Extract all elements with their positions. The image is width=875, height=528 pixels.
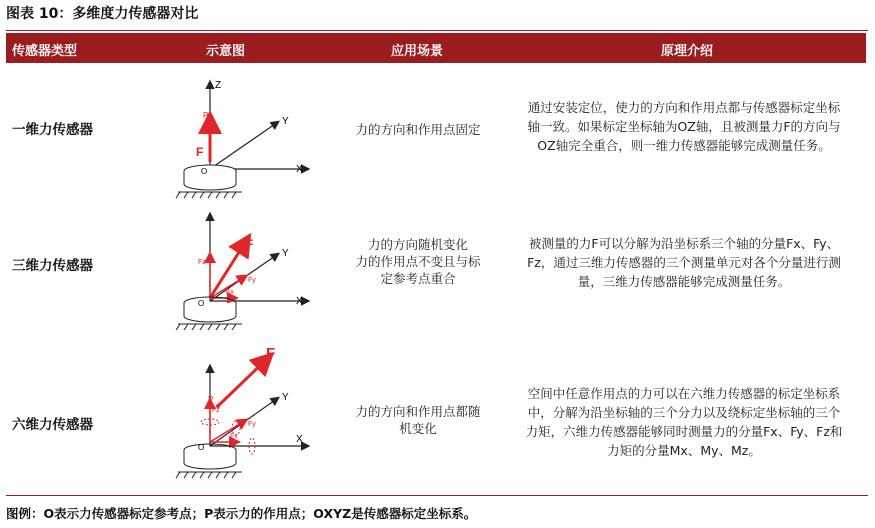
principle-line: 量，三维力传感器能够完成测量任务。 <box>577 274 791 289</box>
principle-line: 力矩的分量Mx、My、Mz。 <box>607 443 761 458</box>
ground-hatch <box>176 472 236 478</box>
z-axis-label: Z <box>215 80 222 91</box>
sensor-body <box>184 171 236 190</box>
ground-hatch <box>176 192 236 198</box>
diagram-6d <box>168 346 318 486</box>
scene-line: 力的方向和作用点固定 <box>355 122 481 137</box>
sensor-body <box>184 450 236 469</box>
top-rule <box>6 30 868 31</box>
origin-label: O <box>198 443 205 452</box>
fz-label: Fz <box>198 259 206 266</box>
header-scene: 应用场景 <box>391 44 444 59</box>
fy-label: Fy <box>248 421 256 428</box>
scene-line: 力的方向随机变化 <box>367 237 468 252</box>
row-type-1d: 一维力传感器 <box>12 122 93 138</box>
diagram-3d <box>168 206 318 336</box>
row-type-3d: 三维力传感器 <box>12 258 93 274</box>
y-axis-label: Y <box>282 392 289 403</box>
force-label: F <box>246 237 254 251</box>
point-p-label: P <box>208 395 214 404</box>
principle-3d <box>498 234 870 291</box>
fy-arrow <box>210 420 246 442</box>
principle-line: OZ轴完全重合，则一维力传感器能够完成测量任务。 <box>537 138 831 153</box>
principle-1d <box>498 98 870 155</box>
fy-label: Fy <box>248 277 256 284</box>
principle-line: 通过安装定位，使力的方向和作用点都与传感器标定坐标 <box>527 100 841 115</box>
fx-label: Fx <box>230 433 238 440</box>
y-axis-label: Y <box>282 248 289 259</box>
scene-line: 力的作用点不变且与标 <box>355 254 481 269</box>
x-axis-label: X <box>296 296 303 307</box>
ground-hatch <box>176 324 236 330</box>
y-axis <box>210 122 278 169</box>
x-axis-label: X <box>296 434 303 445</box>
fx-label: Fx <box>226 289 234 296</box>
point-p-label: P <box>203 111 209 120</box>
footnote: 图例：O表示力传感器标定参考点；P表示力的作用点；OXYZ是传感器标定坐标系。 <box>6 506 477 521</box>
force-arrow <box>218 356 270 406</box>
principle-6d <box>498 384 870 460</box>
origin-label: O <box>201 167 208 176</box>
fz-label: Fz <box>212 407 220 414</box>
header-diagram: 示意图 <box>206 44 246 59</box>
scene-line: 机变化 <box>399 421 437 436</box>
bottom-rule <box>6 495 868 496</box>
figure-title: 图表 10：多维度力传感器对比 <box>6 6 199 22</box>
y-axis-label: Y <box>282 116 289 127</box>
diagram-1d <box>168 74 318 204</box>
scene-3d <box>338 236 498 287</box>
force-label: F <box>266 346 276 362</box>
principle-line: 空间中任意作用点的力可以在六维力传感器的标定坐标系 <box>527 386 841 401</box>
force-label: F <box>196 145 204 159</box>
scene-6d <box>338 403 498 437</box>
header-type: 传感器类型 <box>12 44 78 59</box>
principle-line: 中，分解为沿坐标轴的三个分力以及绕标定坐标轴的三个 <box>527 405 841 420</box>
row-type-6d: 六维力传感器 <box>12 417 93 433</box>
sensor-body <box>184 303 236 322</box>
principle-line: 轴一致。如果标定坐标轴为OZ轴，且被测量力F的方向与 <box>527 119 841 134</box>
header-principle: 原理介绍 <box>661 44 714 59</box>
x-axis-label: X <box>296 164 303 175</box>
origin-label: O <box>198 299 205 308</box>
table-header <box>6 33 866 63</box>
scene-line: 力的方向和作用点都随 <box>355 404 481 419</box>
scene-1d <box>338 121 498 138</box>
scene-line: 定参考点重合 <box>380 271 456 286</box>
principle-line: 被测量的力F可以分解为沿坐标系三个轴的分量Fx、Fy、 <box>528 236 840 251</box>
principle-line: Fz，通过三维力传感器的三个测量单元对各个分量进行测 <box>527 255 841 270</box>
principle-line: 力矩，六维力传感器能够同时测量力的分量Fx、Fy、Fz和 <box>525 424 843 439</box>
